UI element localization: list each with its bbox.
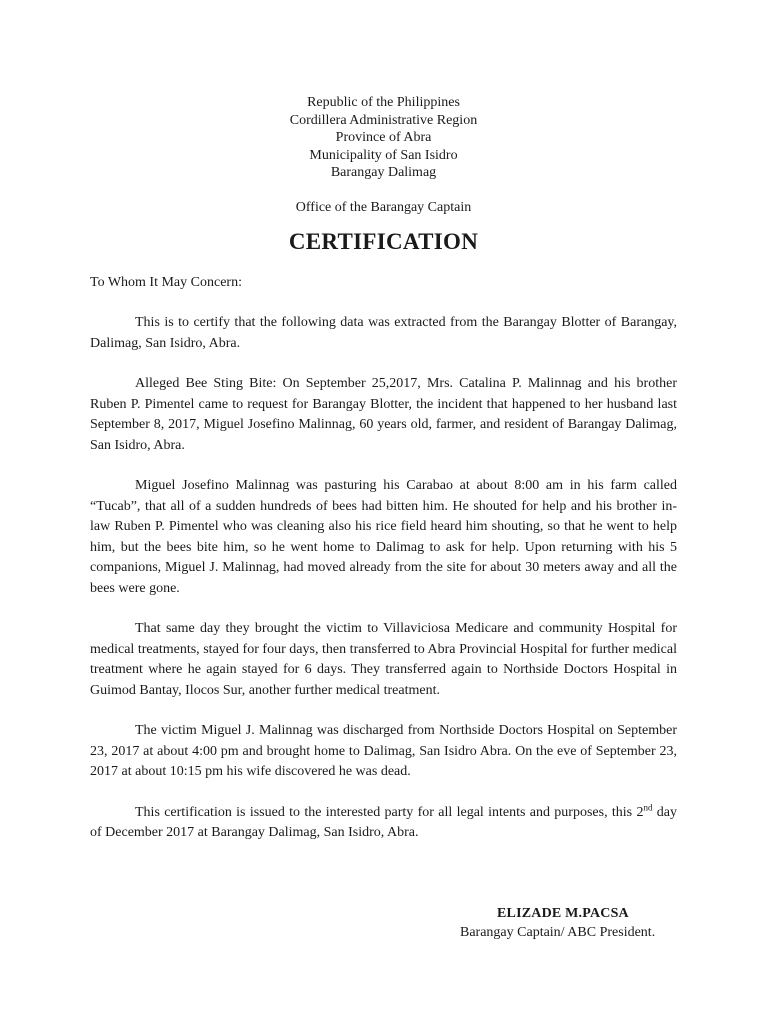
office-line: Office of the Barangay Captain	[295, 199, 472, 215]
document-header	[90, 94, 677, 182]
salutation: To Whom It May Concern:	[90, 274, 242, 290]
paragraph-discharge: The victim Miguel J. Malinnag was discharged from Northside Doctors Hospital on September 23, 2017 at about 4:00 pm and brought home to Dalimag, San Isidro Abra. On the eve of September 23, 2017 at about 10:15 pm his wife discovered he was dead.	[90, 723, 677, 780]
paragraph-closing	[90, 803, 677, 844]
signature-block	[440, 904, 680, 942]
paragraph-incident: Alleged Bee Sting Bite: On September 25,2017, Mrs. Catalina P. Malinnag and his brother Ruben P. Pimentel came to request for Barangay Blotter, the incident that happened to her husband last September 8, 2017, Miguel Josefino Malinnag, 60 years old, farmer, and resident of Barangay Dalimag, San Isidro, Abra.	[90, 376, 677, 453]
document-page	[90, 94, 677, 844]
header-line-country: Republic of the Philippines	[307, 95, 460, 110]
closing-text-after: day of December 2017 at Barangay Dalimag, San Isidro, Abra.	[90, 804, 677, 841]
signatory-name: ELIZADE M.PACSA	[497, 906, 629, 921]
paragraph-treatment: That same day they brought the victim to Villaviciosa Medicare and community Hospital for medical treatments, stayed for four days, then transferred to Abra Provincial Hospital for further medical treatment where he again stayed for 6 days. They transferred again to Northside Doctors Hospital in Guimod Bantay, Ilocos Sur, another further medical treatment.	[90, 621, 677, 698]
header-line-barangay: Barangay Dalimag	[330, 165, 437, 181]
paragraph-details: Miguel Josefino Malinnag was pasturing his Carabao at about 8:00 am in his farm called “Tucab”, that all of a sudden hundreds of bees had bitten him. He shouted for help and his brother in-law Ruben P. Pimentel who was cleaning also his rice field heard him shouting, so that he went to help him, but the bees bite him, so he went home to Dalimag to ask for help. Upon returning with his 5 companions, Miguel J. Malinnag, had moved already from the site for about 30 meters away and all the bees were gone.	[90, 478, 677, 596]
header-line-region: Cordillera Administrative Region	[289, 112, 478, 128]
signatory-position: Barangay Captain/ ABC President.	[460, 925, 656, 940]
closing-ordinal-suffix: nd	[643, 802, 653, 813]
closing-text-before: This certification is issued to the interested party for all legal intents and purposes, this 2	[135, 804, 644, 820]
paragraph-intro: This is to certify that the following data was extracted from the Barangay Blotter of Barangay, Dalimag, San Isidro, Abra.	[90, 315, 677, 351]
document-title: CERTIFICATION	[288, 228, 479, 254]
header-line-municipality: Municipality of San Isidro	[309, 147, 458, 163]
header-line-province: Province of Abra	[335, 130, 432, 146]
